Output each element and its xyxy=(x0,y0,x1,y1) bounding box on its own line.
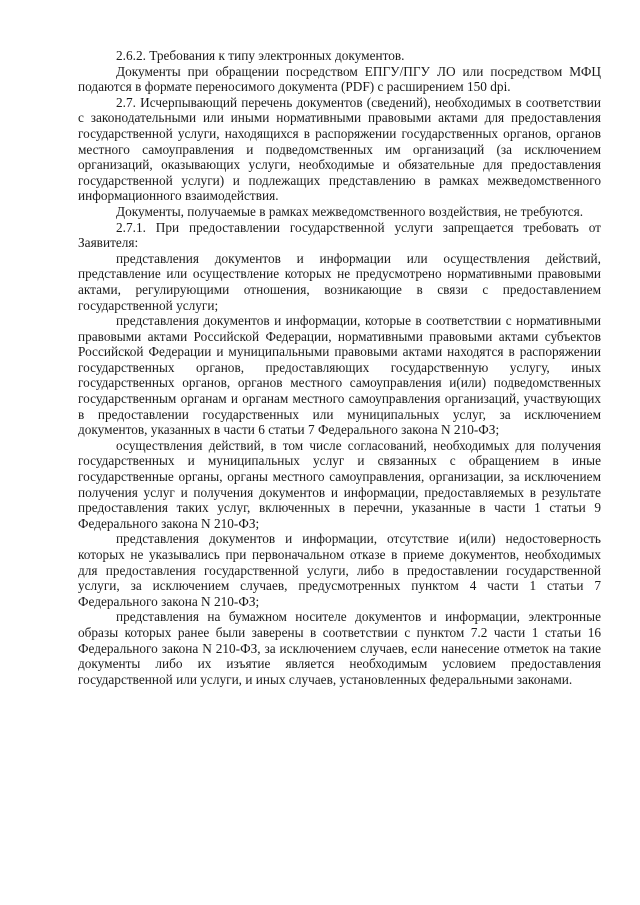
paragraph-item-paper-copies: представления на бумажном носителе документов и информации, электронные образы которых ранее были заверены в соответствии с пунктом 7.2 части 1 статьи 16 Федерального закона N 210-ФЗ, за исключением случаев, если нанесение отметок на такие документы либо их изъятие является необходимым условием предоставления государственной или услуги, и иных случаев, установленных федеральными законами. xyxy=(78,609,601,687)
paragraph-2-7: 2.7. Исчерпывающий перечень документов (сведений), необходимых в соответствии с законодательными или иными нормативными правовыми актами для предоставления государственной услуги, находящихся в распоряжении государственных органов, органов местного самоуправления и подведомственных им организаций (за исключением организаций, оказывающих услуги, необходимые и обязательные для предоставления государственной услуги) и подлежащих представлению в рамках межведомственного информационного взаимодействия. xyxy=(78,94,601,204)
paragraph-item-actions: представления документов и информации или осуществления действий, представление или осуществление которых не предусмотрено нормативными правовыми актами, регулирующими отношения, возникающие в связи с предоставлением государственной услуги; xyxy=(78,250,601,313)
paragraph-2-6-2-heading: 2.6.2. Требования к типу электронных документов. xyxy=(116,48,405,63)
paragraph-2-7-1: 2.7.1. При предоставлении государственной услуги запрещается требовать от Заявителя: xyxy=(78,219,601,251)
paragraph-item-documents-in-possession: представления документов и информации, которые в соответствии с нормативными правовыми актами Российской Федерации, нормативными правовыми актами субъектов Российской Федерации и муниципальными правовыми актами находятся в распоряжении государственных органов, предоставляющих государственную услугу, иных государственных органов, органов местного самоуправления и(или) подведомственных государственным органам и органам местного самоуправления организаций, участвующих в предоставлении государственных или муниципальных услуг, за исключением документов, указанных в части 6 статьи 7 Федерального закона N 210-ФЗ; xyxy=(78,313,601,438)
paragraph-item-approvals: осуществления действий, в том числе согласований, необходимых для получения государственных и муниципальных услуг и связанных с обращением в иные государственные органы, органы местного самоуправления, организации, за исключением получения услуг и получения документов и информации, предоставляемых в результате предоставления таких услуг, включенных в перечни, указанные в части 1 статьи 9 Федерального закона N 210-ФЗ; xyxy=(78,437,601,531)
paragraph-item-missing-info: представления документов и информации, отсутствие и(или) недостоверность которых не указывались при первоначальном отказе в приеме документов, необходимых для предоставления государственной услуги, либо в предоставлении государственной услуги, за исключением случаев, предусмотренных пунктом 4 части 1 статьи 7 Федерального закона N 210-ФЗ; xyxy=(78,531,601,609)
paragraph-document-format: Документы при обращении посредством ЕПГУ/ПГУ ЛО или посредством МФЦ подаются в формате переносимого документа (PDF) с расширением 150 dpi. xyxy=(78,63,601,95)
document-body xyxy=(78,48,601,687)
paragraph-interagency-documents: Документы, получаемые в рамках межведомственного воздействия, не требуются. xyxy=(116,203,584,219)
